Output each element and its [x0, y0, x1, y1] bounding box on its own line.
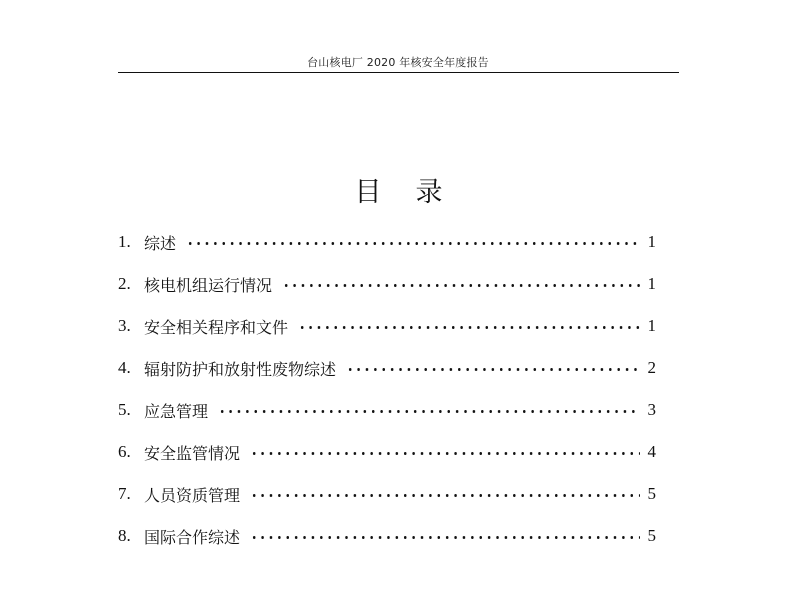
toc-entry-label: 综述: [144, 233, 177, 253]
toc-entry-label: 国际合作综述: [144, 527, 241, 547]
dot-leader: [346, 368, 640, 371]
toc-entry-page: 5: [647, 526, 656, 545]
toc-entry-2[interactable]: [118, 263, 656, 305]
toc-entry-page: 1: [647, 232, 656, 251]
dot-leader: [298, 326, 640, 329]
toc-entry-label: 安全监管情况: [144, 443, 241, 463]
toc-title-char-2: 录: [415, 177, 443, 208]
toc-entry-8[interactable]: [118, 515, 656, 557]
toc-entry-number: 7.: [118, 484, 131, 503]
toc-title: [118, 170, 679, 209]
toc-entry-page: 3: [647, 400, 656, 419]
dot-leader: [250, 452, 640, 455]
toc-entry-page: 5: [647, 484, 656, 503]
dot-leader: [282, 284, 640, 287]
toc-entry-page: 1: [647, 316, 656, 335]
toc-entry-label: 应急管理: [144, 401, 209, 421]
toc-entry-number: 4.: [118, 358, 131, 377]
toc-entry-6[interactable]: [118, 431, 656, 473]
toc-entry-number: 8.: [118, 526, 131, 545]
header-rule: [118, 72, 679, 73]
toc-entry-4[interactable]: [118, 347, 656, 389]
toc-entry-label: 安全相关程序和文件: [144, 317, 289, 337]
toc-entry-7[interactable]: [118, 473, 656, 515]
toc-entry-page: 1: [647, 274, 656, 293]
toc-entry-label: 核电机组运行情况: [144, 275, 273, 295]
toc-entry-page: 4: [647, 442, 656, 461]
toc-entry-label: 辐射防护和放射性废物综述: [144, 359, 337, 379]
dot-leader: [250, 536, 640, 539]
toc-entry-1[interactable]: [118, 221, 656, 263]
toc-entry-number: 2.: [118, 274, 131, 293]
dot-leader: [250, 494, 640, 497]
table-of-contents: [118, 221, 656, 557]
dot-leader: [186, 242, 640, 245]
toc-entry-3[interactable]: [118, 305, 656, 347]
toc-title-char-1: 目: [354, 177, 382, 208]
toc-entry-5[interactable]: [118, 389, 656, 431]
toc-entry-number: 3.: [118, 316, 131, 335]
toc-entry-label: 人员资质管理: [144, 485, 241, 505]
running-header: 台山核电厂 2020 年核安全年度报告: [307, 56, 489, 69]
toc-entry-number: 1.: [118, 232, 131, 251]
toc-entry-number: 5.: [118, 400, 131, 419]
toc-entry-page: 2: [647, 358, 656, 377]
toc-entry-number: 6.: [118, 442, 131, 461]
dot-leader: [218, 410, 640, 413]
